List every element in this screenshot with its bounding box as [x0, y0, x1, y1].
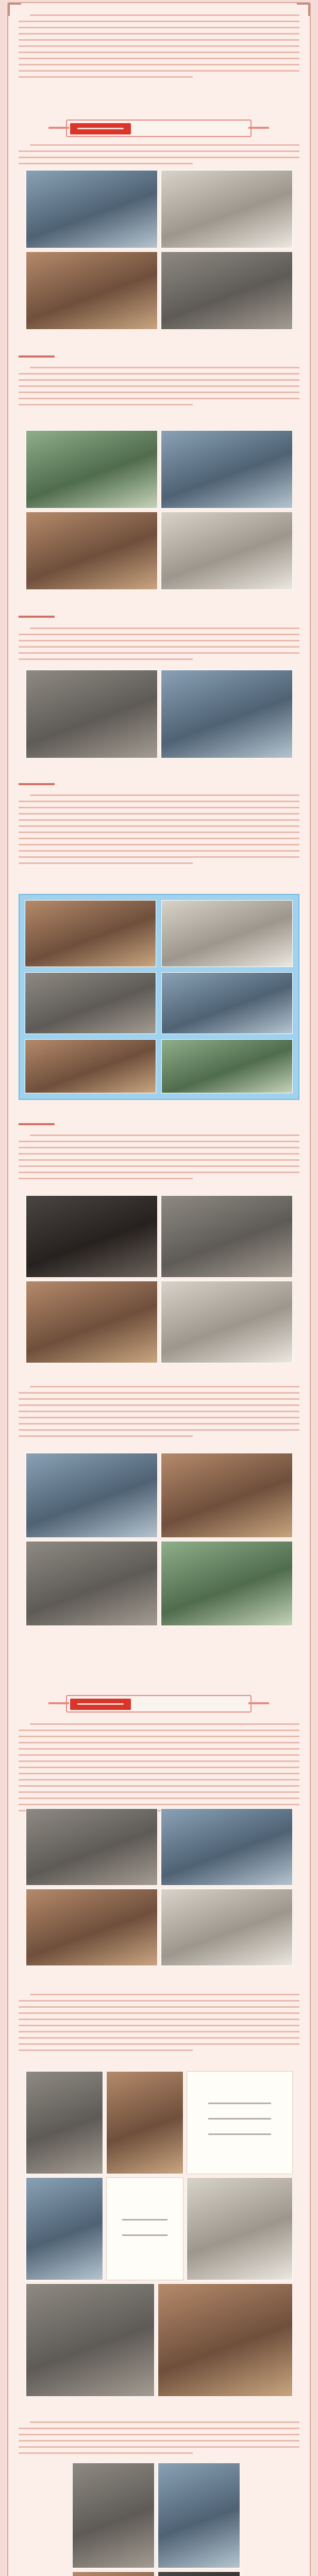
section-paragraph	[19, 1386, 299, 1442]
event-photo	[26, 430, 158, 509]
event-photo	[26, 512, 158, 590]
section-banner-tag	[70, 123, 131, 134]
event-photo	[161, 1808, 293, 1886]
event-photo	[161, 670, 293, 758]
event-photo	[161, 1039, 293, 1093]
subheading	[19, 355, 70, 363]
subheading	[19, 1123, 70, 1130]
event-photo	[161, 430, 293, 509]
poster-image	[106, 2177, 183, 2280]
event-photo	[26, 1541, 158, 1626]
event-photo	[158, 2283, 293, 2397]
event-photo	[72, 2463, 155, 2568]
event-photo	[161, 170, 293, 248]
event-photo	[25, 972, 156, 1034]
event-photo	[25, 1039, 156, 1093]
event-photo	[26, 2283, 155, 2397]
event-photo	[26, 251, 158, 330]
event-photo	[161, 1541, 293, 1626]
event-photo	[26, 1889, 158, 1966]
event-photo	[161, 1889, 293, 1966]
event-photo	[161, 251, 293, 330]
poster-image	[187, 2071, 293, 2174]
event-photo	[26, 170, 158, 248]
section-banner	[66, 120, 252, 137]
section-paragraph	[19, 144, 299, 169]
section-paragraph	[19, 1723, 299, 1816]
event-photo	[26, 1281, 158, 1363]
section-paragraph	[19, 628, 299, 665]
event-photo	[106, 2071, 183, 2174]
subheading	[19, 616, 70, 623]
event-photo	[25, 900, 156, 967]
event-photo	[26, 1195, 158, 1278]
event-photo	[161, 512, 293, 590]
section-paragraph	[19, 794, 299, 869]
event-photo	[26, 2177, 103, 2280]
event-photo	[72, 2571, 155, 2576]
photo-panel	[19, 894, 299, 1100]
intro-paragraph	[19, 14, 299, 82]
event-photo	[26, 1453, 158, 1538]
section-paragraph	[19, 367, 299, 410]
event-photo	[26, 1808, 158, 1886]
event-photo	[161, 972, 293, 1034]
section-banner	[66, 1695, 252, 1713]
event-photo	[161, 1195, 293, 1278]
section-banner-tag	[70, 1699, 131, 1710]
event-photo	[26, 670, 158, 758]
event-photo	[161, 1281, 293, 1363]
event-photo	[26, 2071, 103, 2174]
event-photo	[161, 900, 293, 967]
event-photo	[158, 2571, 240, 2576]
event-photo	[158, 2463, 240, 2568]
subheading	[19, 783, 70, 790]
section-paragraph	[19, 1134, 299, 1184]
event-photo	[161, 1453, 293, 1538]
section-paragraph	[19, 2421, 299, 2459]
section-paragraph	[19, 1994, 299, 2056]
event-photo	[187, 2177, 293, 2280]
